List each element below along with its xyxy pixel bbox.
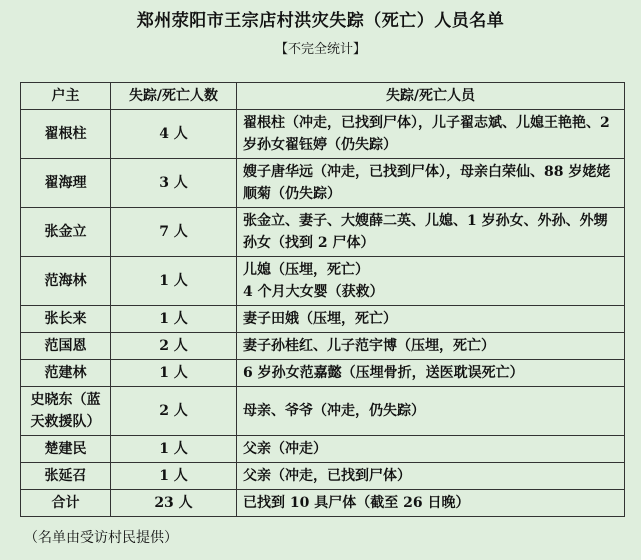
table-row (21, 257, 625, 306)
table-row (21, 306, 625, 333)
total-row (21, 490, 625, 517)
document-subtitle: 【不完全统计】 (274, 42, 366, 57)
column-header-count: 失踪/死亡人数 (111, 83, 237, 110)
persons-cell (237, 159, 625, 208)
person-detail-line: 4 个月大女婴（获救） (243, 284, 384, 300)
count-cell: 1 人 (111, 463, 237, 490)
table-body (21, 110, 625, 517)
persons-cell (237, 436, 625, 463)
persons-cell (237, 360, 625, 387)
persons-cell (237, 110, 625, 159)
count-cell: 3 人 (111, 159, 237, 208)
table-row (21, 159, 625, 208)
count-cell: 4 人 (111, 110, 237, 159)
table-row (21, 463, 625, 490)
column-header-head-of-household: 户主 (21, 83, 111, 110)
person-detail-line: 母亲、爷爷（冲走，仍失踪） (243, 403, 425, 419)
column-header-persons: 失踪/死亡人员 (237, 83, 625, 110)
count-cell: 23 人 (111, 490, 237, 517)
count-cell: 1 人 (111, 257, 237, 306)
person-detail-line: 妻子孙桂红、儿子范宇博（压埋，死亡） (243, 338, 495, 354)
table-header-row (21, 83, 625, 110)
person-detail-line: 父亲（冲走，已找到尸体） (243, 468, 411, 484)
table-row (21, 208, 625, 257)
count-cell: 2 人 (111, 387, 237, 436)
head-of-household-cell: 合计 (21, 490, 111, 517)
person-detail-line: 张金立、妻子、大嫂薛二英、儿媳、1 岁孙女、外孙、外甥孙女（找到 2 尸体） (243, 213, 608, 251)
head-of-household-cell: 范建林 (21, 360, 111, 387)
count-cell: 7 人 (111, 208, 237, 257)
document-title: 郑州荥阳市王宗店村洪灾失踪（死亡）人员名单 (136, 11, 505, 31)
missing-persons-table (20, 82, 625, 517)
table-row (21, 360, 625, 387)
head-of-household-cell: 张延召 (21, 463, 111, 490)
person-detail-line: 翟根柱（冲走，已找到尸体），儿子翟志斌、儿媳王艳艳、2 岁孙女翟钰婷（仍失踪） (243, 115, 610, 153)
count-cell: 2 人 (111, 333, 237, 360)
head-of-household-cell: 范国恩 (21, 333, 111, 360)
head-of-household-cell: 翟根柱 (21, 110, 111, 159)
head-of-household-cell: 楚建民 (21, 436, 111, 463)
count-cell: 1 人 (111, 360, 237, 387)
persons-cell (237, 333, 625, 360)
persons-cell (237, 306, 625, 333)
persons-cell (237, 387, 625, 436)
table-row (21, 333, 625, 360)
person-detail-line: 6 岁孙女范嘉懿（压埋骨折，送医耽误死亡） (243, 365, 524, 381)
count-cell: 1 人 (111, 306, 237, 333)
head-of-household-cell: 史晓东（蓝天救援队） (21, 387, 111, 436)
table-row (21, 387, 625, 436)
head-of-household-cell: 范海林 (21, 257, 111, 306)
person-detail-line: 已找到 10 具尸体（截至 26 日晚） (243, 495, 470, 511)
head-of-household-cell: 翟海理 (21, 159, 111, 208)
persons-cell (237, 490, 625, 517)
head-of-household-cell: 张长来 (21, 306, 111, 333)
person-detail-line: 妻子田娥（压埋，死亡） (243, 311, 397, 327)
persons-cell (237, 257, 625, 306)
persons-cell (237, 463, 625, 490)
head-of-household-cell: 张金立 (21, 208, 111, 257)
table-row (21, 436, 625, 463)
count-cell: 1 人 (111, 436, 237, 463)
person-detail-line: 嫂子唐华远（冲走，已找到尸体），母亲白荣仙、88 岁姥姥顺菊（仍失踪） (243, 164, 611, 202)
person-detail-line: 儿媳（压埋，死亡） (243, 262, 369, 278)
source-footnote: （名单由受访村民提供） (24, 530, 178, 546)
table-row (21, 110, 625, 159)
person-detail-line: 父亲（冲走） (243, 441, 327, 457)
persons-cell (237, 208, 625, 257)
